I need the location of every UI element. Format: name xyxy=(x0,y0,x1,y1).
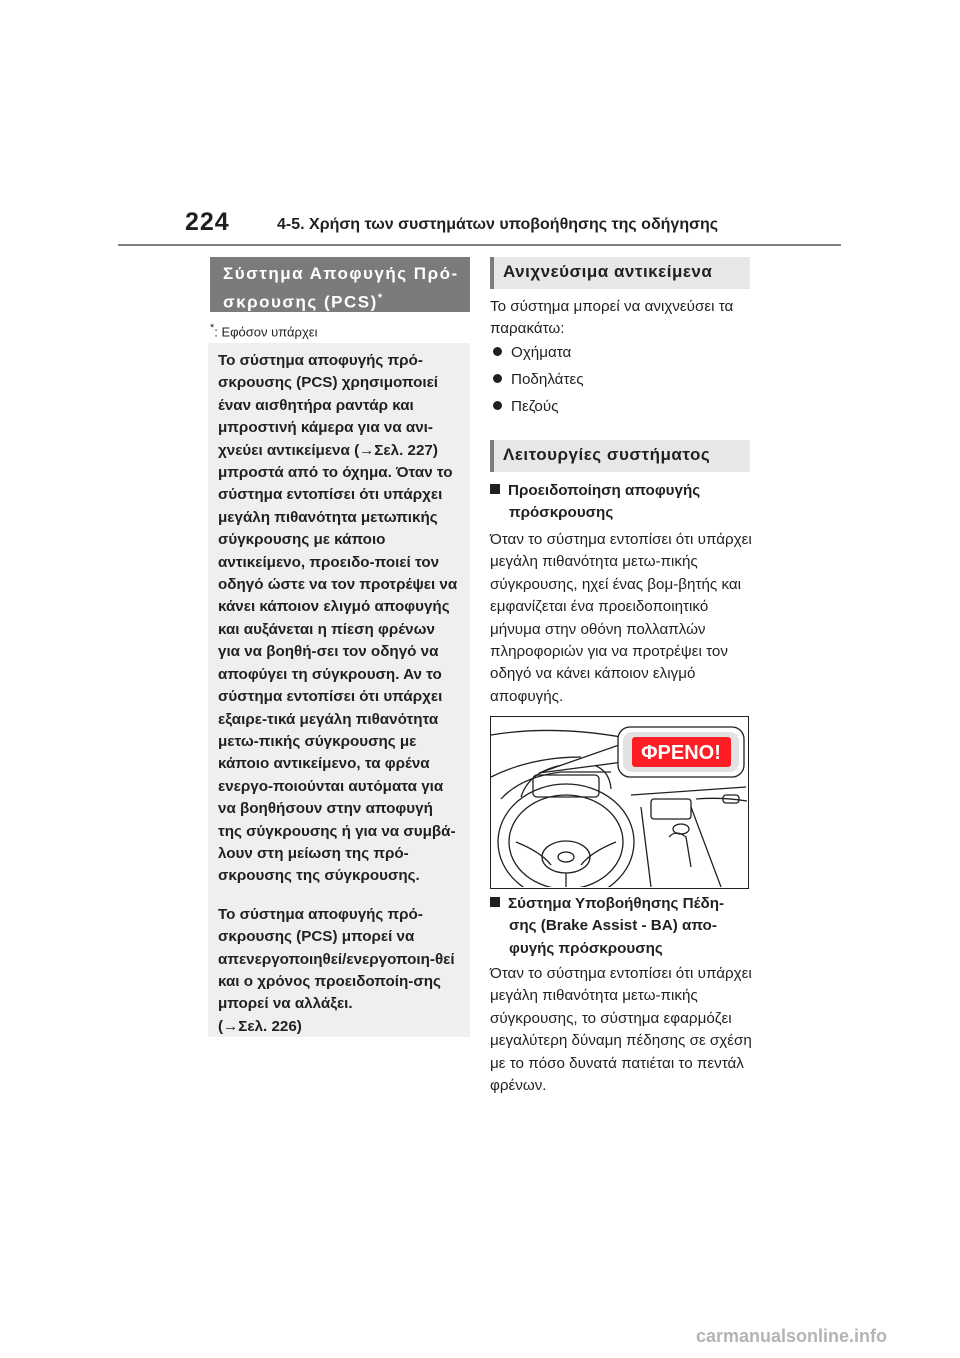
list-item: Οχήματα xyxy=(493,344,571,361)
pcs-description-box xyxy=(208,343,470,1037)
collision-warning-heading: Προειδοποίηση αποφυγής πρόσκρουσης xyxy=(490,480,752,525)
page-number: 224 xyxy=(185,208,230,236)
pcs-title xyxy=(210,257,470,312)
bullet-icon xyxy=(493,374,502,383)
pcs-description: Το σύστημα αποφυγής πρό-σκρουσης (PCS) χρησιμοποιεί έναν αισθητήρα ραντάρ και μπροστινή κάμερα για να ανι-χνεύει αντικείμενα (→Σελ. 227) μπροστά από το όχημα. Όταν το σύστημα εντοπίσει ότι υπάρχει μεγάλη πιθανότητα μετωπικής σύγκρουσης με κάποιο αντικείμενο, προειδο-ποιεί τον οδηγό ώστε να τον προτρέψει να κάνει κάποιον ελιγμό αποφυγής και αυξάνεται η πίεση φρένων για να βοηθή-σει τον οδηγό να αποφύγει τη σύγκρουση. Αν το σύστημα εντοπίσει ότι υπάρχει εξαιρε-τικά μεγάλη πιθανότητα μετω-πικής σύγκρουσης με κάποιο αντικείμενο, τα φρένα ενεργο-ποιούνται αυτόματα για να βοηθήσουν στην αποφυγή της σύγκρουσης ή για να συμβά-λουν στη μείωση της πρό-σκρουσης της σύγκρουσης. xyxy=(218,352,458,885)
footnote-text: : Εφόσον υπάρχει xyxy=(214,324,318,340)
brake-assist-heading: Σύστημα Υποβοήθησης Πέδη- σης (Brake Assist - BA) απο- φυγής πρόσκρουσης xyxy=(490,893,752,960)
square-bullet-icon xyxy=(490,484,500,494)
brake-warning-message: ΦΡΕΝΟ! xyxy=(641,742,721,764)
bullet-icon xyxy=(493,401,502,410)
pcs-title-line2: σκρουσης (PCS) xyxy=(223,292,378,312)
list-item: Πεζούς xyxy=(493,398,559,415)
watermark: carmanualsonline.info xyxy=(696,1326,888,1346)
list-item: Ποδηλάτες xyxy=(493,371,584,388)
pcs-toggle-ref: (→Σελ. 226) xyxy=(218,1017,302,1035)
footnote xyxy=(210,322,317,339)
header-divider xyxy=(118,244,841,246)
collision-warning-text: Όταν το σύστημα εντοπίσει ότι υπάρχει μεγάλη πιθανότητα μετω-πικής σύγκρουσης, ηχεί ένας βομ-βητής και εμφανίζεται ένα προειδοποιητικό μήνυμα στην οθόνη πολλαπλών πληροφοριών για να προτρέψει τον οδηγό να κάνει κάποιον ελιγμό αποφυγής. xyxy=(490,531,752,705)
detectable-objects-header: Ανιχνεύσιμα αντικείμενα xyxy=(490,257,750,289)
footnote-mark: * xyxy=(210,322,215,334)
brake-assist-text: Όταν το σύστημα εντοπίσει ότι υπάρχει μεγάλη πιθανότητα μετω-πικής σύγκρουσης, το σύστημα εφαρμόζει μεγαλύτερη δύναμη πέδησης σε σχέση με το πόσο δυνατά πατιέται το πεντάλ φρένων. xyxy=(490,965,752,1095)
bullet-icon xyxy=(493,347,502,356)
dashboard-drawing xyxy=(491,717,747,887)
square-bullet-icon xyxy=(490,897,500,907)
pcs-title-mark: * xyxy=(377,292,384,304)
system-functions-header: Λειτουργίες συστήματος xyxy=(490,440,750,472)
detect-intro: Το σύστημα μπορεί να ανιχνεύσει τα παρακάτω: xyxy=(490,298,734,338)
dashboard-illustration xyxy=(490,716,749,889)
section-title: 4-5. Χρήση των συστημάτων υποβοήθησης της οδήγησης xyxy=(277,216,719,233)
pcs-toggle-note: Το σύστημα αποφυγής πρό-σκρουσης (PCS) μπορεί να απενεργοποιηθεί/ενεργοποιη-θεί και ο χρόνος προειδοποίη-σης μπορεί να αλλάξει. xyxy=(218,905,455,1013)
pcs-title-line1: Σύστημα Αποφυγής Πρό- xyxy=(223,264,459,283)
